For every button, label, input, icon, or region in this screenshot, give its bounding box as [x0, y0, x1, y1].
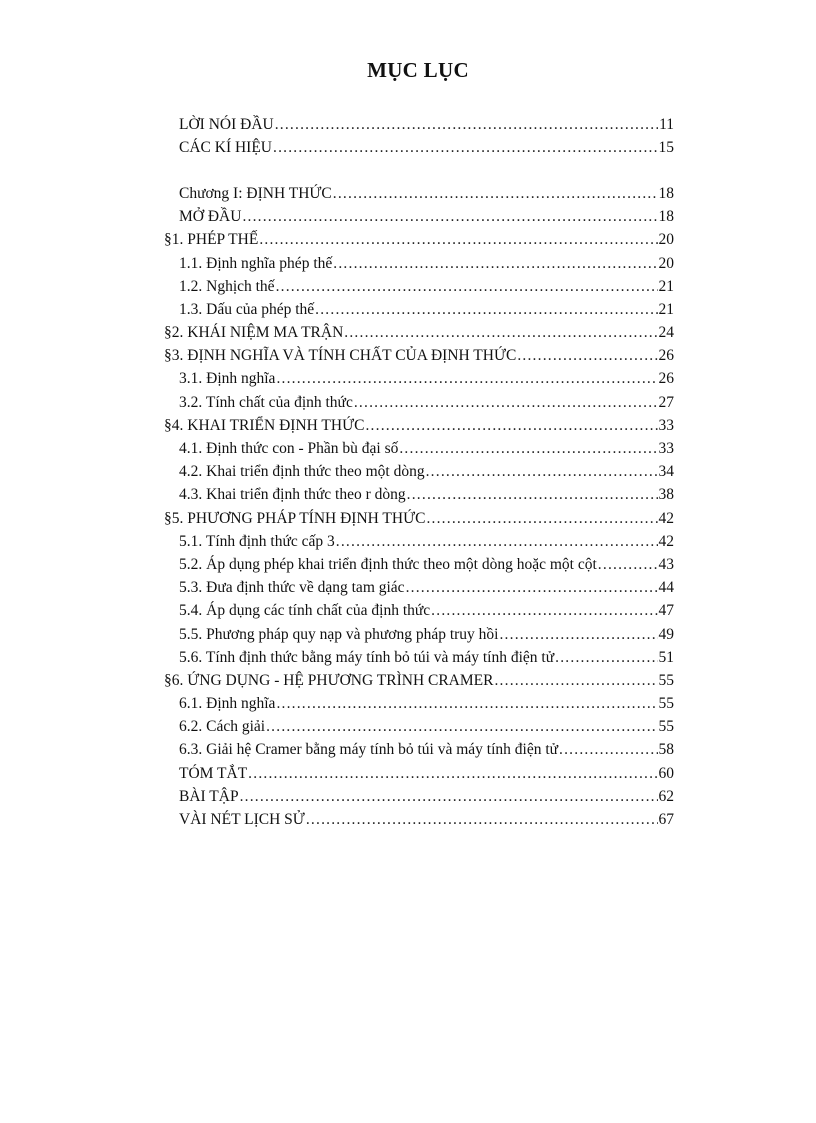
toc-entry-page-number: 38 — [658, 486, 674, 504]
toc-entry[interactable] — [0, 228, 816, 251]
toc-entry-page-number: 34 — [658, 463, 674, 481]
toc-entry-line — [179, 692, 674, 715]
toc-entry-label: 1.1. Định nghĩa phép thế — [179, 252, 333, 275]
toc-entry-line — [179, 576, 674, 599]
toc-entry-label: §5. PHƯƠNG PHÁP TÍNH ĐỊNH THỨC — [164, 507, 426, 530]
toc-entry-page-number: 21 — [658, 300, 674, 318]
toc-entry-page-number: 18 — [658, 184, 674, 202]
toc-entry-page-number: 20 — [658, 231, 674, 249]
toc-entry-line — [179, 252, 674, 275]
toc-dot-leader — [494, 669, 657, 692]
toc-entry-page-number: 55 — [658, 718, 674, 736]
toc-entry[interactable] — [0, 599, 816, 622]
toc-dot-leader — [315, 298, 657, 321]
toc-entry-label: Chương I: ĐỊNH THỨC — [179, 182, 333, 205]
toc-entry-line — [179, 738, 674, 761]
toc-entry-line — [179, 205, 674, 228]
toc-entry-label: LỜI NÓI ĐẦU — [179, 113, 275, 136]
toc-entry-label: 1.3. Dấu của phép thế — [179, 298, 315, 321]
toc-entry-page-number: 42 — [658, 509, 674, 527]
toc-dot-leader — [275, 113, 658, 136]
toc-entry-line — [179, 808, 674, 831]
toc-entry-line — [164, 344, 674, 367]
toc-entry-line — [164, 228, 674, 251]
toc-entry-line — [179, 136, 674, 159]
toc-entry[interactable] — [0, 576, 816, 599]
toc-entry-page-number: 60 — [658, 764, 674, 782]
toc-entry-page-number: 55 — [658, 671, 674, 689]
toc-entry-line — [179, 553, 674, 576]
toc-entry[interactable] — [0, 367, 816, 390]
toc-dot-leader — [407, 483, 658, 506]
toc-entry-label: 6.3. Giải hệ Cramer bằng máy tính bỏ túi và máy tính điện tử — [179, 738, 559, 761]
toc-entry-label: §6. ỨNG DỤNG - HỆ PHƯƠNG TRÌNH CRAMER — [164, 669, 494, 692]
toc-entry-label: 4.1. Định thức con - Phần bù đại số — [179, 437, 399, 460]
toc-dot-leader — [499, 623, 657, 646]
toc-entry-line — [164, 414, 674, 437]
toc-entry-label: 5.1. Tính định thức cấp 3 — [179, 530, 336, 553]
toc-entry[interactable] — [0, 252, 816, 275]
toc-entry-line — [164, 669, 674, 692]
toc-entry-page-number: 26 — [658, 370, 674, 388]
toc-entry-label: 3.1. Định nghĩa — [179, 367, 276, 390]
toc-entry-label: 5.4. Áp dụng các tính chất của định thức — [179, 599, 431, 622]
toc-entry-label: VÀI NÉT LỊCH SỬ — [179, 808, 306, 831]
toc-entry-page-number: 33 — [658, 416, 674, 434]
toc-entry[interactable] — [0, 136, 816, 159]
toc-entry[interactable] — [0, 692, 816, 715]
toc-entry[interactable] — [0, 553, 816, 576]
toc-entry[interactable] — [0, 808, 816, 831]
toc-entry-label: §1. PHÉP THẾ — [164, 228, 259, 251]
toc-entry-page-number: 58 — [658, 741, 674, 759]
toc-entry-line — [179, 367, 674, 390]
toc-entry-label: 5.3. Đưa định thức về dạng tam giác — [179, 576, 406, 599]
toc-entry-label: 6.1. Định nghĩa — [179, 692, 276, 715]
toc-entry[interactable] — [0, 646, 816, 669]
toc-entry-page-number: 67 — [658, 811, 674, 829]
toc-entry-line — [179, 298, 674, 321]
toc-entry-label: BÀI TẬP — [179, 785, 240, 808]
toc-dot-leader — [242, 205, 657, 228]
toc-entry-page-number: 21 — [658, 277, 674, 295]
toc-entry-page-number: 33 — [658, 440, 674, 458]
toc-dot-leader — [559, 738, 657, 761]
toc-entry-line — [179, 715, 674, 738]
toc-entry-page-number: 20 — [658, 254, 674, 272]
toc-entry-label: 5.6. Tính định thức bằng máy tính bỏ túi và máy tính điện tử — [179, 646, 555, 669]
toc-entry-label: 5.5. Phương pháp quy nạp và phương pháp truy hồi — [179, 623, 499, 646]
toc-dot-leader — [406, 576, 658, 599]
toc-entry[interactable] — [0, 344, 816, 367]
toc-dot-leader — [336, 530, 658, 553]
toc-dot-leader — [306, 808, 658, 831]
toc-entry-page-number: 27 — [658, 393, 674, 411]
toc-entry-label: 4.2. Khai triển định thức theo một dòng — [179, 460, 426, 483]
toc-entry-line — [179, 530, 674, 553]
toc-entry[interactable] — [0, 507, 816, 530]
toc-entry-page-number: 47 — [658, 602, 674, 620]
toc-dot-leader — [598, 553, 658, 576]
toc-entry-line — [179, 483, 674, 506]
toc-entry-label: CÁC KÍ HIỆU — [179, 136, 273, 159]
toc-dot-leader — [333, 182, 658, 205]
toc-entry[interactable] — [0, 321, 816, 344]
toc-entry-line — [179, 391, 674, 414]
toc-entry-label: §3. ĐỊNH NGHĨA VÀ TÍNH CHẤT CỦA ĐỊNH THỨC — [164, 344, 517, 367]
toc-entry-page-number: 43 — [658, 555, 674, 573]
toc-entry[interactable] — [0, 715, 816, 738]
toc-entry-label: 5.2. Áp dụng phép khai triển định thức theo một dòng hoặc một cột — [179, 553, 598, 576]
toc-entry-page-number: 42 — [658, 532, 674, 550]
toc-dot-leader — [431, 599, 657, 622]
page-title: MỤC LỤC — [367, 58, 469, 82]
toc-entry[interactable] — [0, 530, 816, 553]
toc-entry[interactable] — [0, 391, 816, 414]
toc-entry[interactable] — [0, 483, 816, 506]
toc-entry-page-number: 11 — [659, 116, 674, 133]
toc-dot-leader — [354, 391, 658, 414]
toc-entry-line — [164, 321, 674, 344]
toc-dot-leader — [276, 275, 658, 298]
toc-entry-label: §2. KHÁI NIỆM MA TRẬN — [164, 321, 344, 344]
toc-dot-leader — [248, 762, 657, 785]
toc-entry-label: 6.2. Cách giải — [179, 715, 266, 738]
toc-entry[interactable] — [0, 738, 816, 761]
table-of-contents — [0, 113, 816, 831]
toc-entry[interactable] — [0, 113, 816, 136]
toc-entry-line — [179, 762, 674, 785]
toc-dot-leader — [365, 414, 657, 437]
toc-dot-leader — [555, 646, 657, 669]
toc-entry-line — [179, 275, 674, 298]
toc-dot-leader — [276, 692, 657, 715]
toc-dot-leader — [426, 460, 658, 483]
toc-entry-line — [179, 623, 674, 646]
toc-entry-label: TÓM TẮT — [179, 762, 248, 785]
toc-entry-page-number: 51 — [658, 648, 674, 666]
toc-dot-leader — [517, 344, 657, 367]
toc-dot-leader — [240, 785, 658, 808]
toc-entry[interactable] — [0, 414, 816, 437]
toc-entry[interactable] — [0, 205, 816, 228]
toc-dot-leader — [426, 507, 657, 530]
toc-entry-line — [164, 507, 674, 530]
toc-dot-leader — [344, 321, 657, 344]
toc-entry-line — [179, 599, 674, 622]
toc-entry-page-number: 26 — [658, 347, 674, 365]
toc-entry-line — [179, 437, 674, 460]
toc-entry-label: MỞ ĐẦU — [179, 205, 242, 228]
toc-dot-leader — [276, 367, 657, 390]
toc-entry-label: 4.3. Khai triển định thức theo r dòng — [179, 483, 407, 506]
toc-entry-line — [179, 460, 674, 483]
toc-dot-leader — [399, 437, 657, 460]
toc-entry[interactable] — [0, 460, 816, 483]
toc-entry-page-number: 15 — [658, 139, 674, 157]
toc-entry[interactable] — [0, 762, 816, 785]
toc-entry-page-number: 18 — [658, 208, 674, 226]
toc-entry-label: 3.2. Tính chất của định thức — [179, 391, 354, 414]
toc-dot-leader — [259, 228, 657, 251]
toc-entry[interactable] — [0, 785, 816, 808]
toc-entry[interactable] — [0, 623, 816, 646]
toc-dot-leader — [273, 136, 658, 159]
toc-entry-page-number: 24 — [658, 324, 674, 342]
toc-entry[interactable] — [0, 275, 816, 298]
toc-entry-label: §4. KHAI TRIỂN ĐỊNH THỨC — [164, 414, 365, 437]
toc-entry[interactable] — [0, 437, 816, 460]
toc-entry-page-number: 49 — [658, 625, 674, 643]
toc-entry[interactable] — [0, 182, 816, 205]
toc-dot-leader — [333, 252, 657, 275]
toc-entry-line — [179, 113, 674, 136]
toc-entry-page-number: 62 — [658, 787, 674, 805]
toc-entry[interactable] — [0, 298, 816, 321]
toc-dot-leader — [266, 715, 657, 738]
toc-entry-line — [179, 646, 674, 669]
toc-entry-page-number: 55 — [658, 695, 674, 713]
toc-entry-line — [179, 785, 674, 808]
toc-entry[interactable] — [0, 669, 816, 692]
toc-entry-line — [179, 182, 674, 205]
toc-entry-page-number: 44 — [658, 579, 674, 597]
toc-entry-label: 1.2. Nghịch thế — [179, 275, 276, 298]
